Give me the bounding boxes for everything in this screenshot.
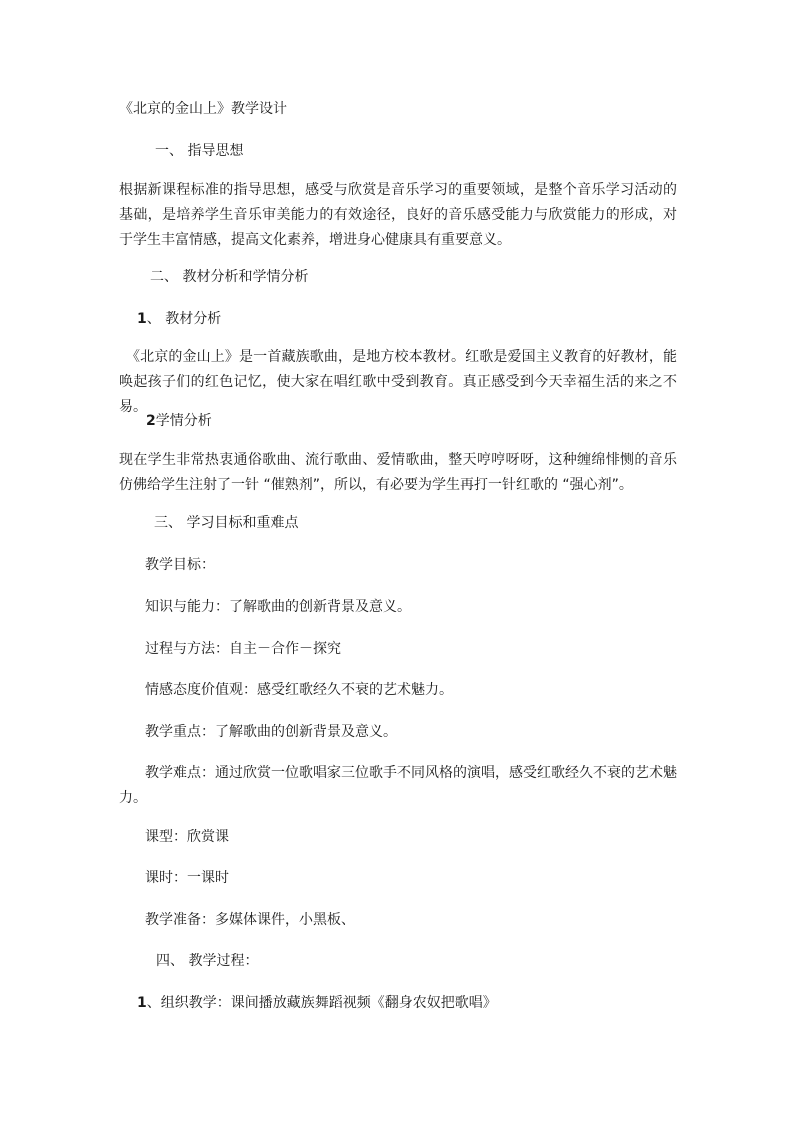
lesson-type: 课型：欣赏课 (145, 829, 229, 845)
teaching-difficult-point: 教学难点：通过欣赏一位歌唱家三位歌手不同风格的演唱，感受红歌经久不衰的艺术魅力。 (119, 765, 677, 806)
step-text: 、组织教学：课间播放藏族舞蹈视频《翻身农奴把歌唱》 (146, 995, 497, 1011)
goal-emotion-values: 情感态度价值观：感受红歌经久不衰的艺术魅力。 (145, 682, 453, 698)
goal-knowledge-ability: 知识与能力：了解歌曲的创新背景及意义。 (145, 599, 411, 615)
paragraph-student-analysis: 现在学生非常热衷通俗歌曲、流行歌曲、爱情歌曲，整天哼哼呀呀，这种缠绵悱恻的音乐仿佛给学生注射了一针 “催熟剂”，所以，有必要为学生再打一针红歌的 “强心剂”。 (119, 452, 677, 493)
subheading-text: 学情分析 (155, 413, 212, 429)
subheading-student-analysis (146, 412, 212, 430)
paragraph-guiding-thought: 根据新课程标准的指导思想，感受与欣赏是音乐学习的重要领域，是整个音乐学习活动的基础，是培养学生音乐审美能力的有效途径，良好的音乐感受能力与欣赏能力的形成，对于学生丰富情感，提高文化素养，增进身心健康具有重要意义。 (119, 182, 677, 248)
paragraph-material-analysis: 《北京的金山上》是一首藏族歌曲，是地方校本教材。红歌是爱国主义教育的好教材，能唤起孩子们的红色记忆，使大家在唱红歌中受到教育。真正感受到今天幸福生活的来之不易。 (119, 349, 677, 415)
subheading-text: 、 教材分析 (146, 311, 222, 327)
step-number: 1 (137, 995, 147, 1011)
section-heading-learning-goals: 三、 学习目标和重难点 (154, 515, 299, 531)
subheading-number: 2 (146, 413, 156, 429)
section-heading-guiding-thought: 一、 指导思想 (155, 143, 244, 159)
lesson-time: 课时：一课时 (145, 870, 229, 886)
teaching-goals-label: 教学目标： (145, 557, 215, 573)
process-step-1 (137, 994, 497, 1012)
subheading-material-analysis (137, 310, 221, 328)
section-heading-teaching-process: 四、 教学过程： (156, 953, 259, 969)
teaching-key-point: 教学重点：了解歌曲的创新背景及意义。 (145, 724, 397, 740)
section-heading-material-analysis: 二、 教材分析和学情分析 (150, 269, 309, 285)
teaching-preparation: 教学准备：多媒体课件，小黑板、 (145, 912, 355, 928)
document-title: 《北京的金山上》教学设计 (119, 101, 287, 117)
goal-process-method: 过程与方法：自主－合作－探究 (145, 641, 341, 657)
subheading-number: 1 (137, 311, 147, 327)
